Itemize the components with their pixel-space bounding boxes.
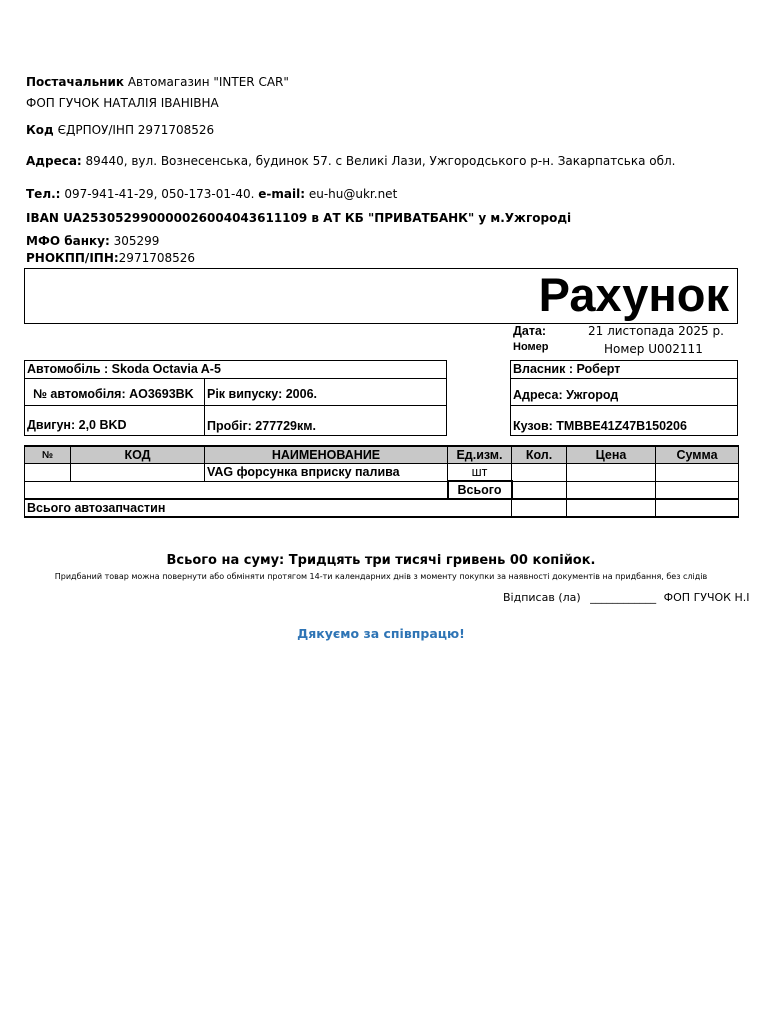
iban-line: IBAN UA253052990000026004043611109 в АТ КБ "ПРИВАТБАНК" у м.Ужгороді xyxy=(26,211,572,225)
supplier-value: Автомагазин "INTER CAR" xyxy=(127,75,289,89)
row-qty xyxy=(512,464,567,482)
car-plate: № автомобіля: AO3693BK xyxy=(33,387,194,401)
total-sum xyxy=(656,499,739,517)
owner-info-box xyxy=(510,360,738,436)
owner-address: Адреса: Ужгород xyxy=(513,388,619,402)
car-model: Автомобіль : Skoda Octavia A-5 xyxy=(27,362,221,376)
subtotal-label: Всього xyxy=(448,481,512,499)
col-code-header: КОД xyxy=(71,446,205,464)
car-info-box xyxy=(24,360,447,436)
subtotal-qty xyxy=(512,481,567,499)
invoice-title: Рахунок xyxy=(538,268,729,321)
subtotal-sum xyxy=(656,481,739,499)
rnokpp-value: 2971708526 xyxy=(118,251,196,265)
date-label: Дата: xyxy=(513,324,547,338)
return-policy-note: Придбаний товар можна повернути або обміняти протягом 14-ти календарних днів з моменту покупки за наявності документів на придбання, без слідів xyxy=(54,572,708,581)
row-no xyxy=(25,464,71,482)
mfo-value: 305299 xyxy=(113,234,160,248)
supplier-code-value: ЄДРПОУ/ІНП 2971708526 xyxy=(57,123,215,137)
car-body: Кузов: TMBBE41Z47B150206 xyxy=(513,419,687,433)
subtotal-row xyxy=(25,481,739,499)
supplier-address-line xyxy=(26,154,676,168)
number-value: Номер U002111 xyxy=(604,342,703,356)
supplier-code-line xyxy=(26,123,214,137)
car-engine: Двигун: 2,0 BKD xyxy=(27,418,127,432)
subtotal-price xyxy=(567,481,656,499)
signed-label: Відписав (ла) xyxy=(503,591,581,604)
row-name: VAG форсунка вприску палива xyxy=(205,464,448,482)
row-sum xyxy=(656,464,739,482)
mfo-line xyxy=(26,234,159,248)
supplier-contacts-line xyxy=(26,187,397,201)
total-price xyxy=(567,499,656,517)
col-no-header: № xyxy=(25,446,71,464)
total-row xyxy=(25,499,739,517)
car-year: Рік випуску: 2006. xyxy=(207,387,318,401)
row-unit: шт xyxy=(448,464,512,482)
row-code xyxy=(71,464,205,482)
subtotal-spacer xyxy=(25,481,448,499)
signature-line xyxy=(503,591,750,604)
col-price-header: Цена xyxy=(567,446,656,464)
total-qty xyxy=(512,499,567,517)
supplier-address-value: 89440, вул. Вознесенська, будинок 57. с Великі Лази, Ужгородського р-н. Закарпатська обл. xyxy=(85,154,676,168)
supplier-line xyxy=(26,75,289,89)
row-price xyxy=(567,464,656,482)
col-name-header: НАИМЕНОВАНИЕ xyxy=(205,446,448,464)
car-mileage: Пробіг: 277729км. xyxy=(207,419,316,433)
sum-in-words: Всього на суму: Тридцять три тисячі гривень 00 копійок. xyxy=(166,553,596,568)
supplier-label: Постачальник xyxy=(26,75,125,89)
owner-name: Власник : Роберт xyxy=(513,362,621,376)
email-value: eu-hu@ukr.net xyxy=(308,187,398,201)
total-label: Всього автозапчастин xyxy=(25,499,512,517)
signature-blank: ____________ xyxy=(590,591,657,604)
thanks-message: Дякуємо за співпрацю! xyxy=(297,626,465,641)
table-row xyxy=(25,464,739,482)
items-table xyxy=(24,445,739,518)
table-header-row xyxy=(25,446,739,464)
supplier-code-label: Код xyxy=(26,123,54,137)
supplier-name: ФОП ГУЧОК НАТАЛІЯ ІВАНІВНА xyxy=(26,96,219,110)
rnokpp-label: РНОКПП/ІПН: xyxy=(26,251,119,265)
col-unit-header: Ед.изм. xyxy=(448,446,512,464)
number-label: Номер xyxy=(513,341,549,353)
rnokpp-line xyxy=(26,251,195,265)
phone-label: Тел.: xyxy=(26,187,61,201)
date-value: 21 листопада 2025 р. xyxy=(588,324,724,338)
email-label: e-mail: xyxy=(258,187,306,201)
signer-name: ФОП ГУЧОК Н.І xyxy=(663,591,750,604)
col-sum-header: Сумма xyxy=(656,446,739,464)
supplier-address-label: Адреса: xyxy=(26,154,82,168)
phone-value: 097-941-41-29, 050-173-01-40. xyxy=(64,187,255,201)
mfo-label: МФО банку: xyxy=(26,234,110,248)
col-qty-header: Кол. xyxy=(512,446,567,464)
invoice-title-box xyxy=(24,268,738,324)
